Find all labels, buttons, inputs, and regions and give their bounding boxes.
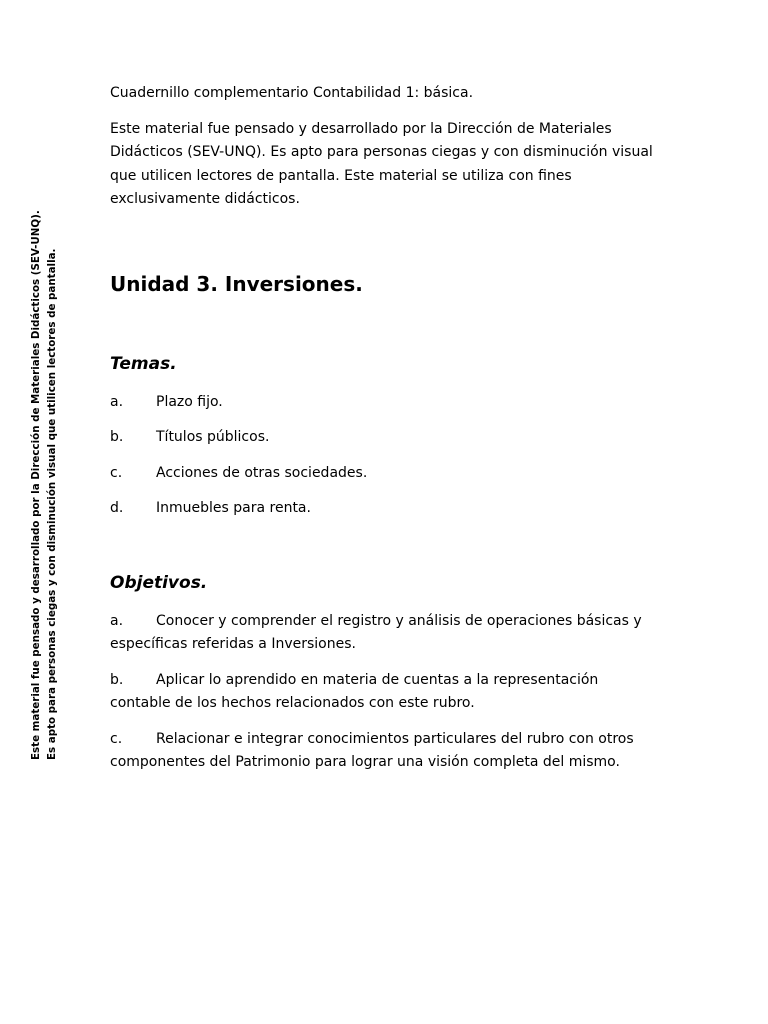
temas-item-marker: d.: [110, 500, 124, 516]
temas-heading: Temas.: [110, 353, 177, 374]
objetivos-item: [110, 669, 655, 716]
side-note-line-1: Este material fue pensado y desarrollado por la Dirección de Materiales Didácticos (SEV-UNQ).: [30, 210, 42, 760]
objetivos-item-marker: c.: [110, 730, 123, 747]
objetivos-heading: Objetivos.: [110, 572, 208, 593]
temas-item-text: Inmuebles para renta.: [156, 500, 311, 516]
objetivos-item: [110, 610, 655, 657]
temas-item: [110, 497, 655, 521]
temas-item-marker: c.: [110, 464, 123, 481]
document-content: [110, 82, 655, 787]
objetivos-item-text: Aplicar lo aprendido en materia de cuentas a la representación contable de los hechos relacionados con este rubro.: [110, 671, 599, 711]
temas-item: [110, 426, 655, 450]
temas-item-text: Plazo fijo.: [156, 393, 223, 410]
objetivos-item-text: Conocer y comprender el registro y análisis de operaciones básicas y específicas referidas a Inversiones.: [110, 612, 642, 652]
document-title: Cuadernillo complementario Contabilidad 1: básica.: [110, 85, 474, 101]
temas-item-text: Acciones de otras sociedades.: [156, 464, 368, 481]
side-margin-note: [28, 180, 60, 760]
side-note-line-2: Es apto para personas ciegas y con disminución visual que utilicen lectores de pantalla.: [46, 248, 58, 760]
unit-heading: Unidad 3. Inversiones.: [110, 271, 363, 296]
temas-item-marker: b.: [110, 429, 124, 445]
intro-paragraph: Este material fue pensado y desarrollado por la Dirección de Materiales Didácticos (SEV-UNQ). Es apto para personas ciegas y con disminución visual que utilicen lectores de pantalla. Este material se utiliza con fines exclusivamente didácticos.: [110, 120, 653, 207]
objetivos-item-marker: b.: [110, 671, 124, 688]
objetivos-item-marker: a.: [110, 612, 124, 629]
temas-item: [110, 462, 655, 486]
objetivos-item-text: Relacionar e integrar conocimientos particulares del rubro con otros componentes del Patrimonio para lograr una visión completa del mismo.: [110, 730, 634, 770]
temas-item: [110, 391, 655, 415]
objetivos-item: [110, 728, 655, 775]
temas-item-text: Títulos públicos.: [156, 429, 270, 445]
temas-item-marker: a.: [110, 393, 124, 410]
